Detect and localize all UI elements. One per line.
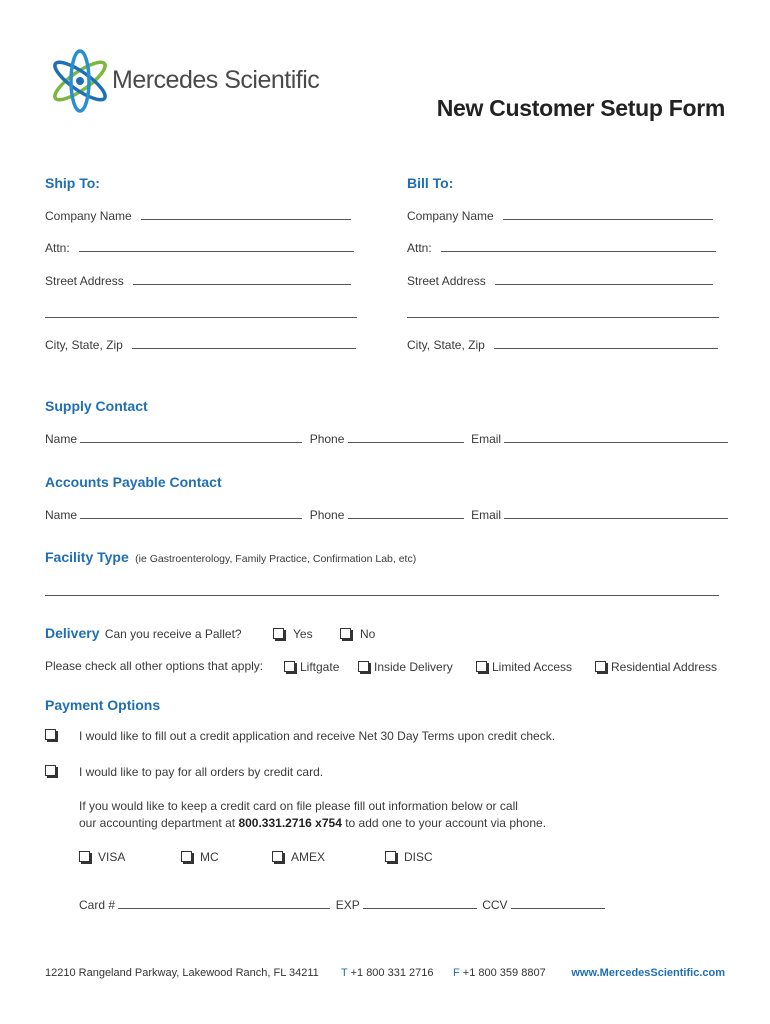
bill-to-city-field[interactable] (494, 337, 718, 349)
supply-email-field[interactable] (504, 431, 728, 443)
ship-to-attn-field[interactable] (79, 240, 354, 252)
delivery-row (45, 625, 242, 641)
checkbox-icon[interactable] (284, 661, 295, 672)
facility-type-row (45, 549, 416, 565)
checkbox-icon[interactable] (273, 628, 284, 639)
card-details-row: Card # EXP CCV (79, 897, 605, 912)
card-ccv-field[interactable] (511, 897, 605, 909)
residential-address-option[interactable]: Residential Address (595, 660, 717, 674)
delivery-heading: Delivery (45, 625, 100, 641)
atom-logo-icon (48, 48, 112, 114)
ship-to-city-row[interactable]: City, State, Zip (45, 337, 356, 352)
supply-name-field[interactable] (80, 431, 302, 443)
ship-to-street2-field[interactable] (45, 316, 357, 318)
card-visa-option[interactable]: VISA (79, 850, 125, 864)
ap-contact-heading: Accounts Payable Contact (45, 474, 222, 490)
page-title: New Customer Setup Form (436, 95, 725, 121)
checkbox-icon[interactable] (45, 765, 56, 776)
ship-to-company-row[interactable]: Company Name (45, 208, 351, 223)
bill-to-city-row[interactable]: City, State, Zip (407, 337, 718, 352)
liftgate-option[interactable]: Liftgate (284, 660, 339, 674)
pallet-question: Can you receive a Pallet? (104, 627, 242, 641)
ap-phone-field[interactable] (348, 507, 464, 519)
ship-to-heading: Ship To: (45, 175, 100, 191)
pallet-no-option[interactable]: No (340, 627, 375, 641)
facility-type-note: (ie Gastroenterology, Family Practice, Confirmation Lab, etc) (135, 553, 417, 565)
bill-to-street2-field[interactable] (407, 316, 719, 318)
ship-to-company-field[interactable] (141, 208, 351, 220)
checkbox-icon[interactable] (181, 851, 192, 862)
footer-address: 12210 Rangeland Parkway, Lakewood Ranch, FL 34211 (45, 967, 319, 979)
limited-access-option[interactable]: Limited Access (476, 660, 572, 674)
card-info-line1: If you would like to keep a credit card on file please fill out information below or call (79, 799, 518, 813)
ap-contact-row: Name Phone Email (45, 507, 728, 522)
bill-to-attn-field[interactable] (441, 240, 716, 252)
supply-contact-heading: Supply Contact (45, 398, 148, 414)
card-exp-field[interactable] (363, 897, 477, 909)
ship-to-attn-row[interactable]: Attn: (45, 240, 354, 255)
payment-option-credit-card-label: I would like to pay for all orders by credit card. (79, 765, 324, 779)
ship-to-street-field[interactable] (133, 273, 351, 285)
card-disc-option[interactable]: DISC (385, 850, 433, 864)
checkbox-icon[interactable] (595, 661, 606, 672)
checkbox-icon[interactable] (340, 628, 351, 639)
card-number-field[interactable] (118, 897, 330, 909)
bill-to-street-field[interactable] (495, 273, 713, 285)
card-amex-option[interactable]: AMEX (272, 850, 325, 864)
checkbox-icon[interactable] (358, 661, 369, 672)
accounting-phone: 800.331.2716 x754 (238, 816, 342, 830)
ship-to-street-row[interactable]: Street Address (45, 273, 351, 288)
pallet-yes-option[interactable]: Yes (273, 627, 313, 641)
facility-type-field[interactable] (45, 594, 719, 596)
payment-option-net30-label: I would like to fill out a credit application and receive Net 30 Day Terms upon credit check. (79, 729, 556, 743)
card-info-line2: our accounting department at 800.331.2716 x754 to add one to your account via phone. (79, 816, 547, 830)
checkbox-icon[interactable] (385, 851, 396, 862)
footer-website-link[interactable]: www.MercedesScientific.com (571, 967, 725, 979)
supply-contact-row: Name Phone Email (45, 431, 728, 446)
payment-option-net30[interactable] (45, 728, 65, 742)
checkbox-icon[interactable] (45, 729, 56, 740)
footer-fax: F +1 800 359 8807 (453, 967, 546, 979)
bill-to-attn-row[interactable]: Attn: (407, 240, 716, 255)
bill-to-company-field[interactable] (503, 208, 713, 220)
checkbox-icon[interactable] (476, 661, 487, 672)
ap-name-field[interactable] (80, 507, 302, 519)
footer-phone: T +1 800 331 2716 (341, 967, 434, 979)
payment-options-heading: Payment Options (45, 697, 161, 713)
bill-to-heading: Bill To: (407, 175, 454, 191)
logo (48, 48, 338, 118)
checkbox-icon[interactable] (79, 851, 90, 862)
inside-delivery-option[interactable]: Inside Delivery (358, 660, 453, 674)
ship-to-city-field[interactable] (132, 337, 356, 349)
facility-type-heading: Facility Type (45, 549, 129, 565)
bill-to-company-row[interactable]: Company Name (407, 208, 713, 223)
payment-option-credit-card[interactable] (45, 764, 65, 778)
other-options-prompt: Please check all other options that apply: (45, 659, 264, 673)
supply-phone-field[interactable] (348, 431, 464, 443)
card-mc-option[interactable]: MC (181, 850, 219, 864)
logo-text: Mercedes Scientific (112, 66, 320, 94)
checkbox-icon[interactable] (272, 851, 283, 862)
bill-to-street-row[interactable]: Street Address (407, 273, 713, 288)
ap-email-field[interactable] (504, 507, 728, 519)
